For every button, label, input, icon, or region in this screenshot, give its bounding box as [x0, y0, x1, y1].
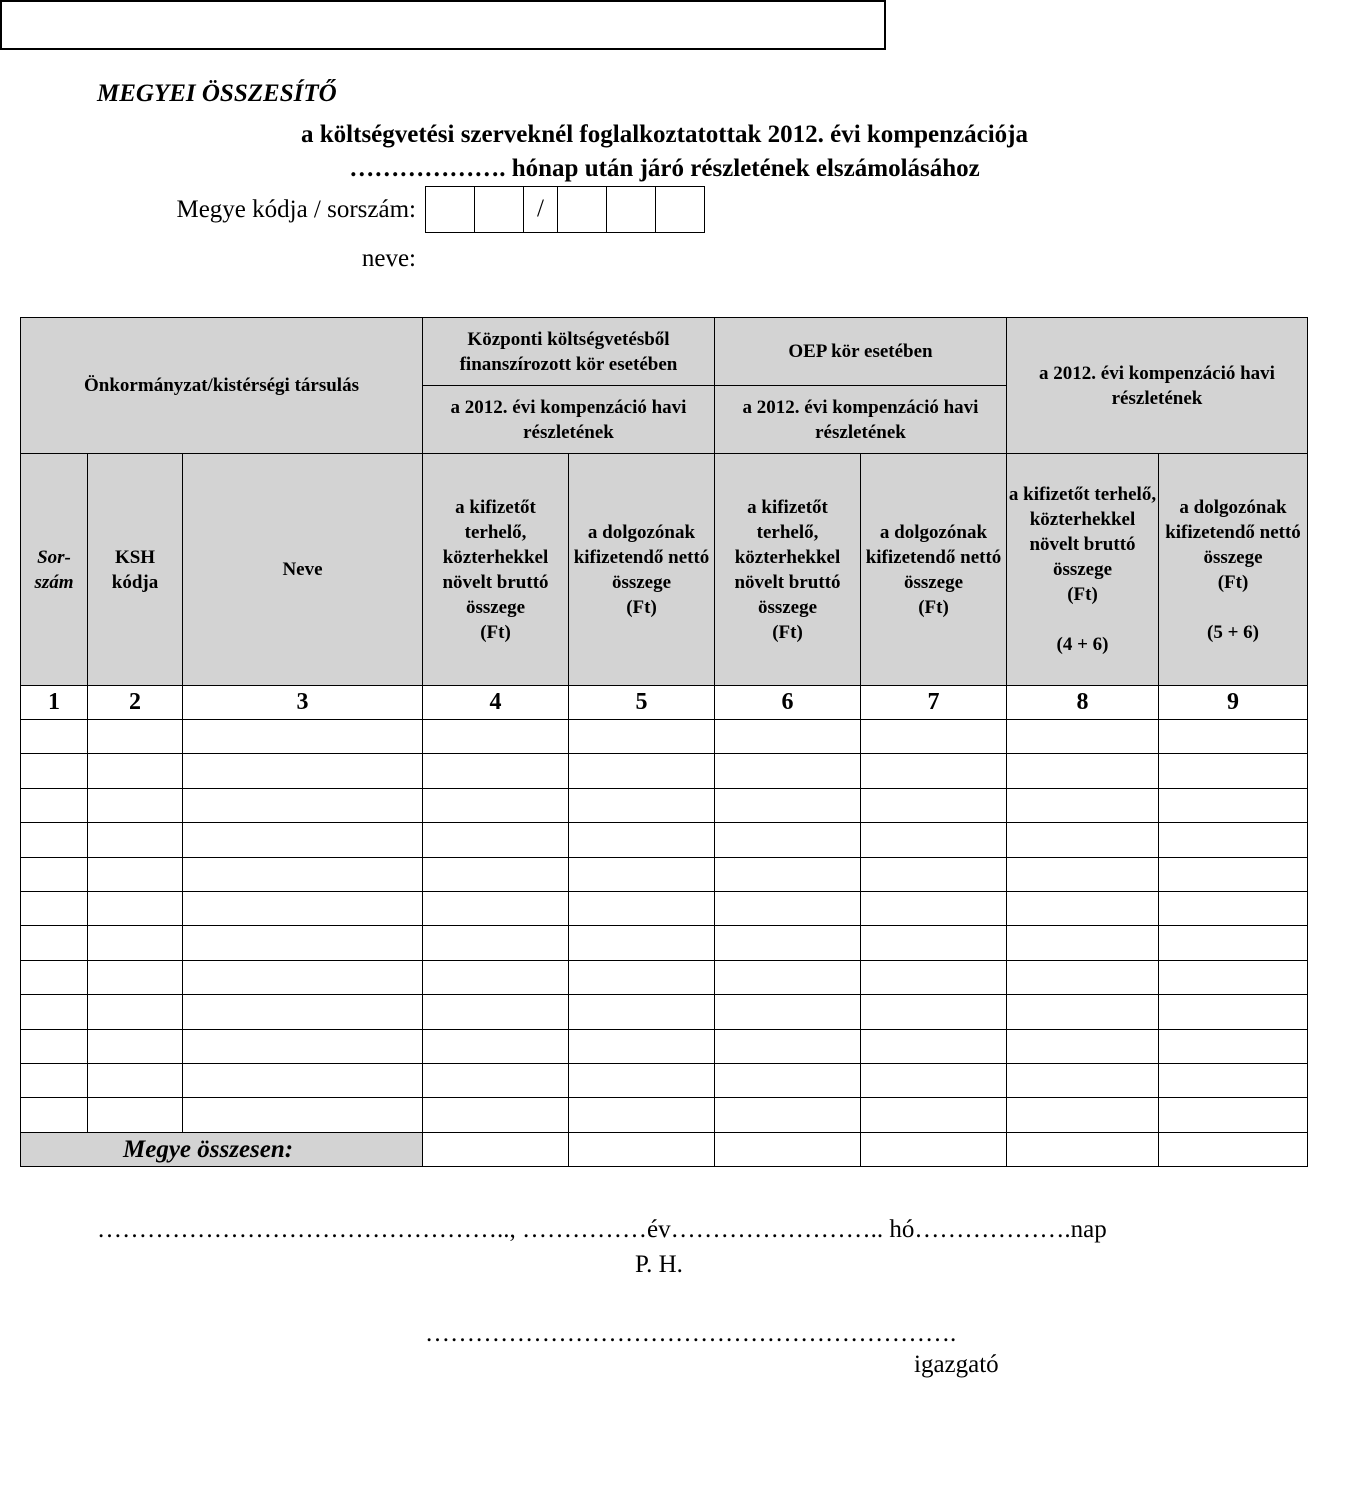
table-cell[interactable]: [21, 754, 88, 788]
col-header-serial-line1: Sor-: [37, 546, 71, 568]
table-cell[interactable]: [569, 891, 715, 925]
table-cell[interactable]: [88, 823, 183, 857]
county-name-field[interactable]: [0, 0, 886, 50]
table-cell[interactable]: [569, 1063, 715, 1097]
table-cell[interactable]: [861, 788, 1007, 822]
county-code-label: Megye kódja / sorszám:: [176, 196, 416, 223]
table-cell[interactable]: [21, 926, 88, 960]
col-header-8-unit: (Ft): [1067, 584, 1098, 605]
table-cell[interactable]: [569, 823, 715, 857]
col-header-5-text: a dolgozónak kifizetendő nettó összege: [573, 521, 710, 593]
table-cell[interactable]: [88, 995, 183, 1029]
code-separator: /: [523, 186, 558, 233]
table-cell[interactable]: [715, 891, 861, 925]
table-cell[interactable]: [21, 823, 88, 857]
column-number: 1: [21, 686, 88, 720]
table-row: [21, 891, 1308, 925]
col-header-9-text: a dolgozónak kifizetendő nettó összege: [1165, 496, 1301, 568]
table-cell[interactable]: [715, 960, 861, 994]
table-cell[interactable]: [1159, 1029, 1308, 1063]
table-cell[interactable]: [1007, 720, 1159, 754]
table-cell[interactable]: [861, 823, 1007, 857]
table-cell[interactable]: [183, 1029, 423, 1063]
central-budget-group-header: Központi költségvetésből finanszírozott kör esetében: [423, 318, 715, 386]
table-cell[interactable]: [1159, 891, 1308, 925]
table-cell[interactable]: [423, 891, 569, 925]
signature-line: ……………………………………………………….: [425, 1320, 957, 1347]
table-cell[interactable]: [183, 720, 423, 754]
table-cell[interactable]: [1007, 1029, 1159, 1063]
serial-number-box-2[interactable]: [606, 186, 656, 233]
table-cell[interactable]: [1007, 891, 1159, 925]
column-number: 5: [569, 686, 715, 720]
table-cell[interactable]: [21, 788, 88, 822]
total-cell-7[interactable]: [861, 1132, 1007, 1166]
table-cell[interactable]: [1159, 995, 1308, 1029]
stamp-label: P. H.: [635, 1251, 683, 1278]
table-cell[interactable]: [569, 788, 715, 822]
col-header-5: [569, 454, 715, 686]
col-header-8-text: a kifizetőt terhelő, közterhekkel növelt bruttó összege: [1008, 484, 1157, 580]
table-cell[interactable]: [183, 926, 423, 960]
table-cell[interactable]: [21, 1029, 88, 1063]
table-cell[interactable]: [183, 788, 423, 822]
column-number: 7: [861, 686, 1007, 720]
col-header-serial: [21, 454, 88, 686]
total-group-header: a 2012. évi kompenzáció havi részletének: [1007, 318, 1308, 454]
table-cell[interactable]: [423, 823, 569, 857]
serial-number-box-3[interactable]: [655, 186, 705, 233]
table-cell[interactable]: [1159, 960, 1308, 994]
table-cell[interactable]: [183, 891, 423, 925]
table-cell[interactable]: [88, 926, 183, 960]
table-cell[interactable]: [88, 857, 183, 891]
table-cell[interactable]: [861, 1098, 1007, 1132]
col-header-6-unit: (Ft): [772, 621, 803, 643]
table-cell[interactable]: [861, 857, 1007, 891]
column-number: 4: [423, 686, 569, 720]
table-cell[interactable]: [569, 754, 715, 788]
table-cell[interactable]: [861, 1029, 1007, 1063]
table-cell[interactable]: [715, 995, 861, 1029]
col-header-6: [715, 454, 861, 686]
table-cell[interactable]: [88, 788, 183, 822]
table-cell[interactable]: [423, 926, 569, 960]
table-cell[interactable]: [88, 1029, 183, 1063]
county-code-box-2[interactable]: [474, 186, 524, 233]
signature-label: igazgató: [914, 1351, 999, 1378]
table-cell[interactable]: [1159, 788, 1308, 822]
table-cell[interactable]: [715, 823, 861, 857]
table-cell[interactable]: [861, 754, 1007, 788]
county-total-label: Megye összesen:: [21, 1132, 423, 1166]
table-row: [21, 788, 1308, 822]
table-cell[interactable]: [861, 1063, 1007, 1097]
table-cell[interactable]: [1007, 926, 1159, 960]
table-cell[interactable]: [21, 720, 88, 754]
col-header-4: [423, 454, 569, 686]
table-cell[interactable]: [1159, 926, 1308, 960]
col-header-name: Neve: [183, 454, 423, 686]
table-cell[interactable]: [861, 995, 1007, 1029]
table-header-row-3: [21, 454, 1308, 686]
column-number: 2: [88, 686, 183, 720]
table-cell[interactable]: [88, 891, 183, 925]
table-cell[interactable]: [861, 960, 1007, 994]
oep-group-header: OEP kör esetében: [715, 318, 1007, 386]
total-cell-4[interactable]: [423, 1132, 569, 1166]
subtitle-line-1: a költségvetési szerveknél foglalkoztatottak 2012. évi kompenzációja: [301, 121, 1028, 148]
table-cell[interactable]: [423, 788, 569, 822]
table-cell[interactable]: [569, 1029, 715, 1063]
table-row: [21, 857, 1308, 891]
total-cell-5[interactable]: [569, 1132, 715, 1166]
table-cell[interactable]: [861, 720, 1007, 754]
table-cell[interactable]: [21, 1063, 88, 1097]
table-cell[interactable]: [88, 1063, 183, 1097]
table-cell[interactable]: [1159, 754, 1308, 788]
table-cell[interactable]: [423, 857, 569, 891]
table-row: [21, 960, 1308, 994]
table-cell[interactable]: [715, 788, 861, 822]
table-cell[interactable]: [21, 960, 88, 994]
column-number: 9: [1159, 686, 1308, 720]
table-cell[interactable]: [1007, 788, 1159, 822]
table-cell[interactable]: [88, 754, 183, 788]
table-cell[interactable]: [715, 926, 861, 960]
county-name-label: neve:: [361, 245, 416, 272]
table-cell[interactable]: [88, 960, 183, 994]
table-cell[interactable]: [569, 995, 715, 1029]
table-cell[interactable]: [88, 720, 183, 754]
col-header-8-formula: (4 + 6): [1056, 634, 1109, 655]
col-header-9-formula: (5 + 6): [1207, 621, 1259, 643]
table-row: [21, 926, 1308, 960]
table-cell[interactable]: [423, 995, 569, 1029]
table-cell[interactable]: [715, 720, 861, 754]
compensation-table: [20, 317, 1308, 1167]
document-title: MEGYEI ÖSSZESÍTŐ: [97, 80, 337, 107]
oep-sub-header: a 2012. évi kompenzáció havi részletének: [715, 386, 1007, 454]
table-cell[interactable]: [715, 1098, 861, 1132]
table-cell[interactable]: [423, 720, 569, 754]
table-cell[interactable]: [715, 1063, 861, 1097]
col-header-ksh-line1: KSH: [114, 546, 156, 568]
table-cell[interactable]: [569, 720, 715, 754]
table-cell[interactable]: [423, 754, 569, 788]
column-number: 6: [715, 686, 861, 720]
col-header-8: [1007, 454, 1159, 686]
table-cell[interactable]: [1007, 754, 1159, 788]
table-cell[interactable]: [715, 857, 861, 891]
col-header-4-unit: (Ft): [480, 621, 511, 643]
table-cell[interactable]: [183, 1063, 423, 1097]
table-cell[interactable]: [1159, 1098, 1308, 1132]
table-cell[interactable]: [183, 995, 423, 1029]
table-cell[interactable]: [569, 926, 715, 960]
col-header-5-unit: (Ft): [626, 596, 657, 618]
table-cell[interactable]: [183, 857, 423, 891]
subtitle-line-2: ………………. hónap után járó részletének elszámolásához: [349, 155, 980, 182]
col-header-7-text: a dolgozónak kifizetendő nettó összege: [865, 521, 1002, 593]
col-header-9: [1159, 454, 1308, 686]
col-header-serial-line2: szám: [34, 571, 74, 593]
county-code-box-1[interactable]: [425, 186, 475, 233]
column-number: 3: [183, 686, 423, 720]
table-cell[interactable]: [21, 857, 88, 891]
table-cell[interactable]: [861, 926, 1007, 960]
table-row: [21, 995, 1308, 1029]
table-cell[interactable]: [423, 1098, 569, 1132]
table-cell[interactable]: [715, 754, 861, 788]
county-total-row: [21, 1132, 1308, 1166]
table-row: [21, 754, 1308, 788]
table-cell[interactable]: [21, 891, 88, 925]
col-header-9-unit: (Ft): [1217, 571, 1249, 593]
table-cell[interactable]: [861, 891, 1007, 925]
table-row: [21, 1029, 1308, 1063]
table-cell[interactable]: [1007, 857, 1159, 891]
total-cell-9[interactable]: [1159, 1132, 1308, 1166]
table-cell[interactable]: [423, 1029, 569, 1063]
table-cell[interactable]: [183, 754, 423, 788]
table-cell[interactable]: [715, 1029, 861, 1063]
table-cell[interactable]: [1007, 823, 1159, 857]
table-cell[interactable]: [423, 960, 569, 994]
table-cell[interactable]: [88, 1098, 183, 1132]
table-cell[interactable]: [183, 1098, 423, 1132]
total-cell-8[interactable]: [1007, 1132, 1159, 1166]
table-cell[interactable]: [1007, 995, 1159, 1029]
table-header-row-1: [21, 318, 1308, 386]
table-cell[interactable]: [21, 995, 88, 1029]
table-cell[interactable]: [183, 823, 423, 857]
col-header-ksh-line2: kódja: [111, 571, 159, 593]
table-cell[interactable]: [569, 857, 715, 891]
table-cell[interactable]: [1007, 1063, 1159, 1097]
table-cell[interactable]: [1159, 857, 1308, 891]
total-cell-6[interactable]: [715, 1132, 861, 1166]
col-header-ksh: [88, 454, 183, 686]
serial-number-box-1[interactable]: [557, 186, 607, 233]
table-row: [21, 823, 1308, 857]
table-cell[interactable]: [1159, 1063, 1308, 1097]
table-cell[interactable]: [183, 960, 423, 994]
central-sub-header: a 2012. évi kompenzáció havi részletének: [423, 386, 715, 454]
table-cell[interactable]: [569, 1098, 715, 1132]
table-cell[interactable]: [423, 1063, 569, 1097]
table-cell[interactable]: [21, 1098, 88, 1132]
data-rows: [21, 720, 1308, 1133]
table-cell[interactable]: [1159, 823, 1308, 857]
table-cell[interactable]: [1007, 960, 1159, 994]
column-number: 8: [1007, 686, 1159, 720]
col-header-4-text: a kifizetőt terhelő, közterhekkel növelt bruttó összege: [442, 496, 549, 618]
col-header-7-unit: (Ft): [918, 596, 949, 618]
table-row: [21, 1098, 1308, 1132]
col-header-6-text: a kifizetőt terhelő, közterhekkel növelt bruttó összege: [734, 496, 841, 618]
column-number-row: [21, 686, 1308, 720]
table-row: [21, 1063, 1308, 1097]
col-header-7: [861, 454, 1007, 686]
table-row: [21, 720, 1308, 754]
date-place-line: ………………………………………….., ……………év…………………….. hó……………….nap: [97, 1216, 1107, 1243]
table-cell[interactable]: [1007, 1098, 1159, 1132]
org-group-header: Önkormányzat/kistérségi társulás: [21, 318, 423, 454]
table-cell[interactable]: [569, 960, 715, 994]
table-cell[interactable]: [1159, 720, 1308, 754]
